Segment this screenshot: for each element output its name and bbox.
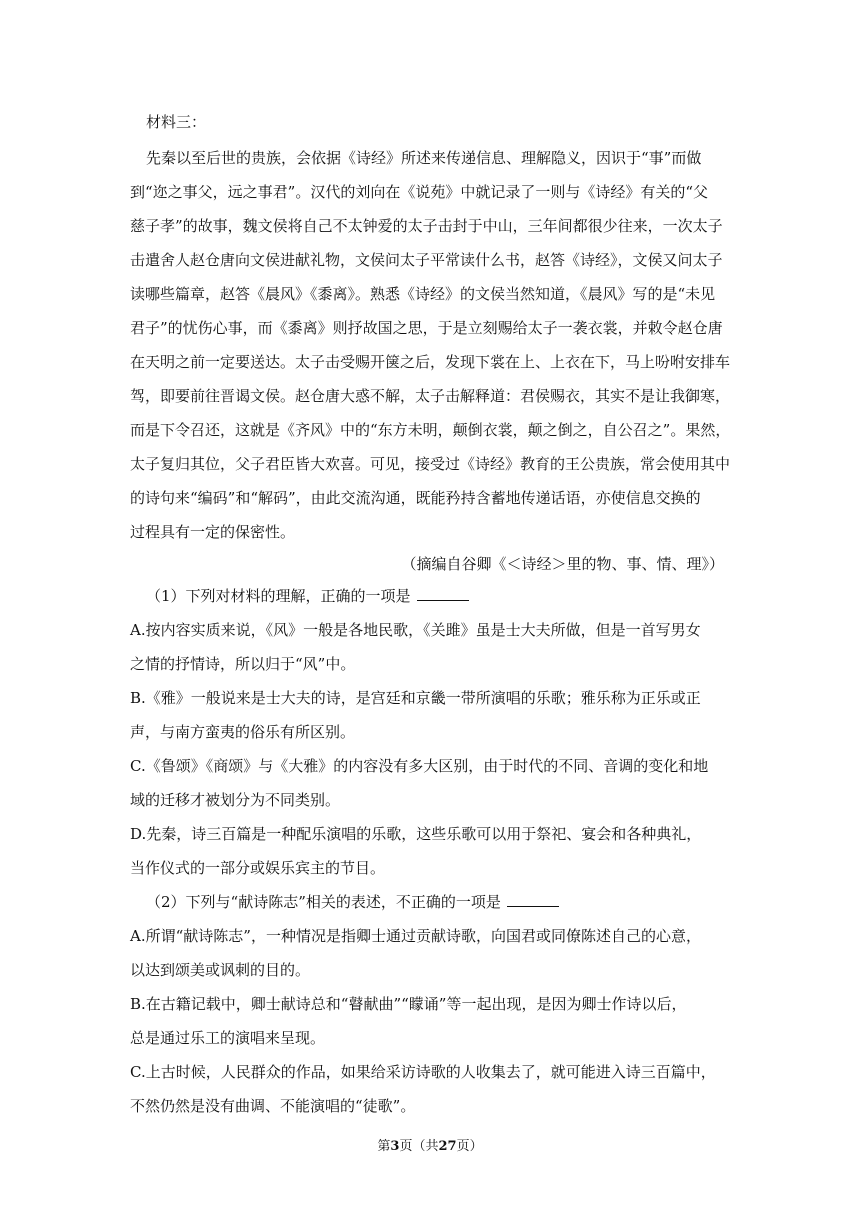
q1-option-c-line1: C.《鲁颂》《商颂》与《大雅》的内容没有多大区别，由于时代的不同、音调的变化和地 [130, 757, 709, 775]
q1-option-d-line1: D.先秦，诗三百篇是一种配乐演唱的乐歌，这些乐歌可以用于祭祀、宴会和各种典礼， [130, 825, 702, 843]
footer-total-pages: 27 [438, 1139, 457, 1154]
footer-prefix: 第 [377, 1139, 391, 1154]
q1-option-d-line2: 当作仪式的一部分或娱乐宾主的节目。 [130, 859, 386, 877]
answer-blank[interactable] [507, 892, 559, 907]
source-citation: （摘编自谷卿《＜诗经＞里的物、事、情、理》） [401, 555, 724, 573]
section-heading: 材料三： [146, 113, 207, 131]
paragraph-line: 的诗句来“编码”和“解码”，由此交流沟通，既能矜持含蓄地传递话语，亦使信息交换的 [130, 489, 701, 507]
footer-mid: 页（共 [399, 1139, 439, 1154]
footer-page-number: 3 [390, 1139, 400, 1154]
paragraph-line: 读哪些篇章，赵答《晨风》《黍离》。熟悉《诗经》的文侯当然知道，《晨风》写的是“未见 [130, 285, 716, 303]
page-footer [0, 1138, 860, 1156]
footer-suffix: 页） [456, 1139, 483, 1154]
paragraph-line: 击遣舍人赵仓唐向文侯进献礼物，文侯问太子平常读什么书，赵答《诗经》，文侯又问太子 [130, 251, 723, 269]
question-1-stem-text: （1）下列对材料的理解，正确的一项是 [146, 587, 411, 605]
question-2-stem [146, 892, 746, 912]
paragraph-line: 太子复归其位，父子君臣皆大欢喜。可见，接受过《诗经》教育的王公贵族，常会使用其中 [130, 455, 731, 473]
paragraph-line: 君子”的忧伤心事，而《黍离》则抒故国之思，于是立刻赐给太子一袭衣裳，并敕令赵仓唐 [130, 319, 723, 337]
q2-option-b-line1: B.在古籍记载中，卿士献诗总和“瞽献曲”“矇诵”等一起出现，是因为卿士作诗以后， [130, 995, 687, 1013]
q2-option-c-line1: C.上古时候，人民群众的作品，如果给采访诗歌的人收集去了，就可能进入诗三百篇中， [130, 1063, 716, 1081]
q1-option-a-line1: A.按内容实质来说，《风》一般是各地民歌，《关雎》虽是士大夫所做，但是一首写男女 [130, 621, 701, 639]
question-1-stem [146, 586, 746, 606]
paragraph-line: 驾，即要前往晋谒文侯。赵仓唐大惑不解，太子击解释道：君侯赐衣，其实不是让我御寒， [130, 387, 731, 405]
q1-option-b-line2: 声，与南方蛮夷的俗乐有所区别。 [130, 723, 356, 741]
paragraph-line: 过程具有一定的保密性。 [130, 523, 296, 541]
q2-option-a-line2: 以达到颂美或讽刺的目的。 [130, 961, 311, 979]
paragraph-line: 到“迩之事父，远之事君”。汉代的刘向在《说苑》中就记录了一则与《诗经》有关的“父 [130, 183, 709, 201]
question-2-stem-text: （2）下列与“献诗陈志”相关的表述，不正确的一项是 [146, 893, 501, 911]
paragraph-line: 先秦以至后世的贵族，会依据《诗经》所述来传递信息、理解隐义，因识于“事”而做 [146, 149, 702, 167]
q2-option-b-line2: 总是通过乐工的演唱来呈现。 [130, 1029, 326, 1047]
paragraph-line: 在天明之前一定要送达。太子击受赐开箧之后，发现下裳在上、上衣在下，马上吩咐安排车 [130, 353, 731, 371]
q2-option-a-line1: A.所谓“献诗陈志”，一种情况是指卿士通过贡献诗歌，向国君或同僚陈述自己的心意， [130, 927, 701, 945]
q1-option-c-line2: 域的迁移才被划分为不同类别。 [130, 791, 341, 809]
q1-option-b-line1: B.《雅》一般说来是士大夫的诗，是宫廷和京畿一带所演唱的乐歌；雅乐称为正乐或正 [130, 689, 701, 707]
q1-option-a-line2: 之情的抒情诗，所以归于“风”中。 [130, 655, 356, 673]
q2-option-c-line2: 不然仍然是没有曲调、不能演唱的“徒歌”。 [130, 1097, 416, 1115]
paragraph-line: 而是下令召还，这就是《齐风》中的“东方未明，颠倒衣裳，颠之倒之，自公召之”。果然， [130, 421, 731, 439]
answer-blank[interactable] [417, 586, 469, 601]
paragraph-line: 慈子孝”的故事，魏文侯将自己不太钟爱的太子击封于中山，三年间都很少往来，一次太子 [130, 217, 723, 235]
